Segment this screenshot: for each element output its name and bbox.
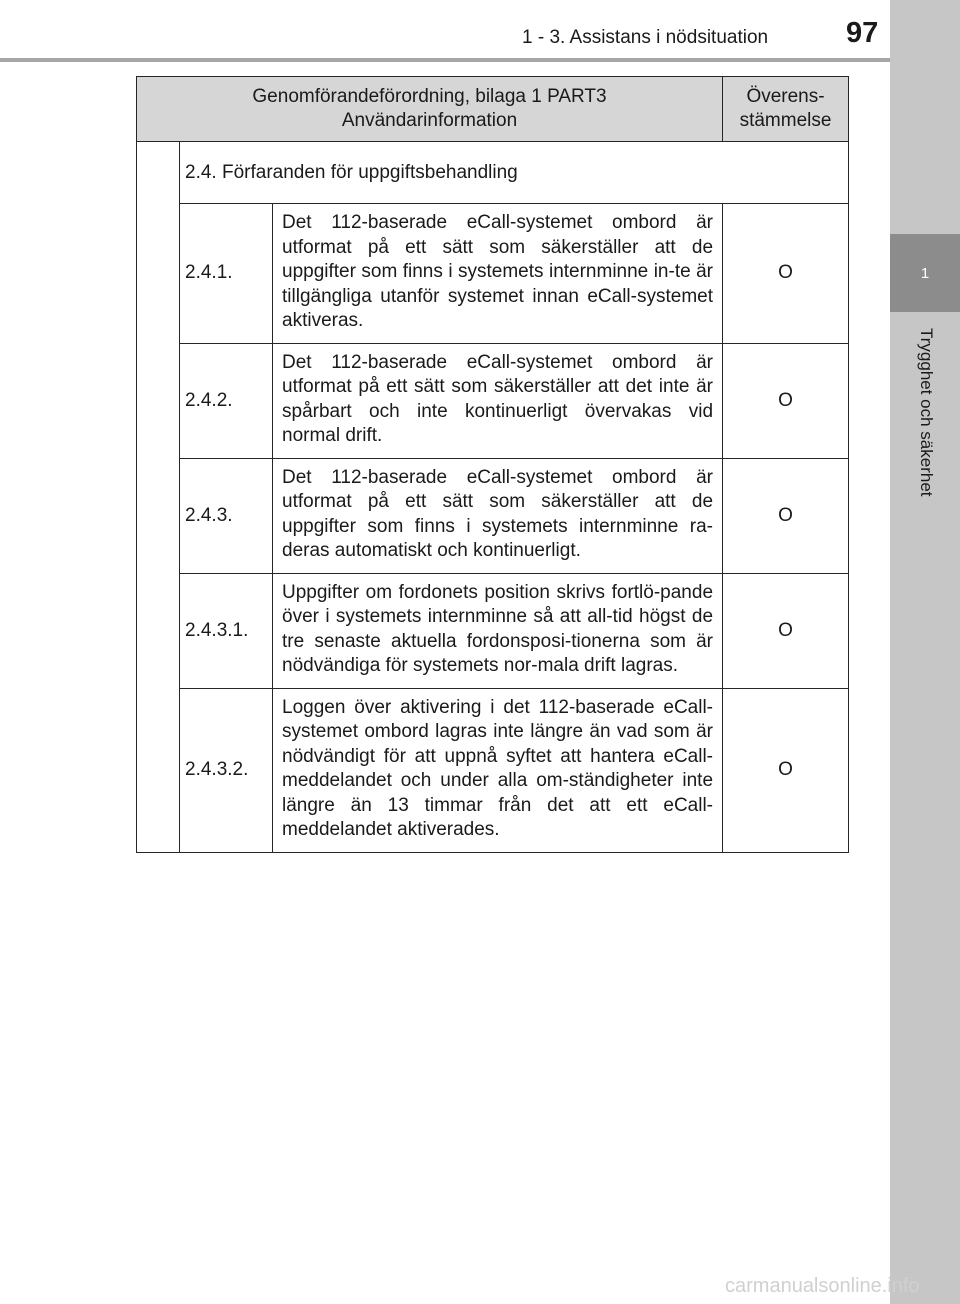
table-header-conformity-line1: Överens-	[746, 86, 825, 107]
side-tab-chapter-label: Trygghet och säkerhet	[917, 328, 936, 497]
table-header-regulation-line1: Genomförandeförordning, bilaga 1 PART3	[252, 86, 607, 107]
table-row	[137, 343, 849, 458]
row-description: Uppgifter om fordonets position skrivs fortlö-pande över i systemets internminne så att all-tid högst de tre senaste aktuella fordonsposi-tionerna som är nödvändiga för systemets nor-mala drift lagras.	[273, 573, 723, 688]
side-tab-top	[890, 0, 960, 234]
row-number: 2.4.3.2.	[180, 688, 273, 852]
row-number: 2.4.2.	[180, 343, 273, 458]
page-number: 97	[846, 17, 879, 49]
table-row	[137, 204, 849, 344]
row-conformity: O	[723, 343, 849, 458]
header-title: 1 - 3. Assistans i nödsituation	[522, 27, 769, 48]
table-section-title: 2.4. Förfaranden för uppgiftsbehandling	[180, 142, 849, 204]
row-number: 2.4.1.	[180, 204, 273, 344]
watermark: carmanualsonline.info	[725, 1275, 920, 1297]
table-header-regulation	[137, 77, 723, 142]
row-conformity: O	[723, 573, 849, 688]
row-number: 2.4.3.	[180, 458, 273, 573]
page-header	[0, 0, 890, 62]
row-number: 2.4.3.1.	[180, 573, 273, 688]
table-header-row	[137, 77, 849, 142]
table-header-conformity-line2: stämmelse	[739, 110, 832, 131]
row-conformity: O	[723, 458, 849, 573]
row-description: Loggen över aktivering i det 112-baserade eCall-systemet ombord lagras inte längre än vad som är nödvändigt för att uppnå syftet att hantera eCall-meddelandet och under alla om-ständigheter inte längre än 13 timmar från det att ett eCall-meddelandet aktiverades.	[273, 688, 723, 852]
row-conformity: O	[723, 688, 849, 852]
regulation-table	[136, 76, 849, 853]
side-tab	[890, 0, 960, 1304]
table-section-row	[137, 142, 849, 204]
table-header-conformity	[723, 77, 849, 142]
table-row	[137, 458, 849, 573]
row-conformity: O	[723, 204, 849, 344]
table-row	[137, 573, 849, 688]
row-description: Det 112-baserade eCall-systemet ombord är utformat på ett sätt som säkerställer att de uppgifter som finns i systemets internminne in-te är tillgängliga utanför systemet innan eCall-systemet aktiveras.	[273, 204, 723, 344]
table-header-regulation-line2: Användarinformation	[341, 110, 518, 131]
header-rule	[0, 58, 890, 62]
table-indent-cell	[137, 142, 180, 853]
side-tab-chapter-number: 1	[890, 234, 960, 312]
table-row	[137, 688, 849, 852]
row-description: Det 112-baserade eCall-systemet ombord är utformat på ett sätt som säkerställer att de uppgifter som finns i systemets internminne ra-deras automatiskt och kontinuerligt.	[273, 458, 723, 573]
row-description: Det 112-baserade eCall-systemet ombord är utformat på ett sätt som säkerställer att det inte är spårbart och inte kontinuerligt övervakas vid normal drift.	[273, 343, 723, 458]
